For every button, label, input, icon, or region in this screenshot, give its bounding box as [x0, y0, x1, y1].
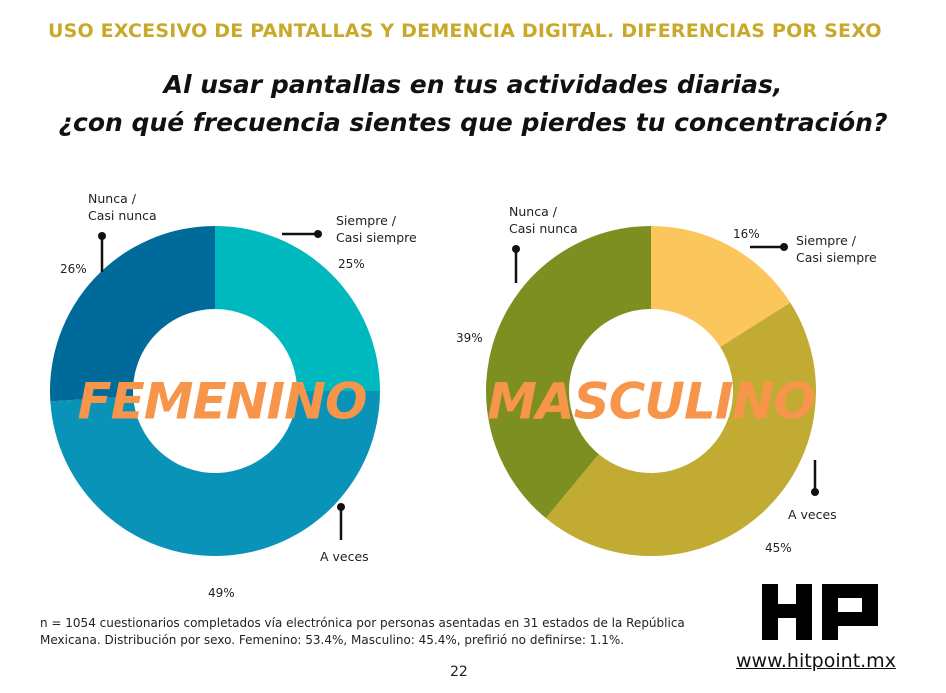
footnote-line-1: n = 1054 cuestionarios completados vía electrónica por personas asentadas en 31 estados de la República — [40, 616, 685, 630]
hp-logo-mark — [762, 582, 882, 642]
category-label: A veces — [788, 507, 837, 522]
donut-slice-femenino-1 — [215, 226, 380, 391]
hp-logo — [762, 582, 882, 646]
sex-overlay-label: MASCULINO — [487, 372, 815, 431]
category-label: A veces — [320, 549, 369, 564]
percent-label: 25% — [338, 257, 365, 271]
question-line-2: ¿con qué frecuencia sientes que pierdes tu concentración? — [58, 108, 888, 137]
percent-label: 16% — [733, 227, 760, 241]
percent-label: 45% — [765, 541, 792, 555]
category-label: Siempre / Casi siempre — [796, 233, 877, 265]
report-header: USO EXCESIVO DE PANTALLAS Y DEMENCIA DIGITAL. DIFERENCIAS POR SEXO — [48, 20, 882, 42]
sex-overlay-label: FEMENINO — [77, 372, 367, 431]
leader-dot — [512, 245, 520, 253]
leader-dot — [811, 488, 819, 496]
page-number: 22 — [450, 664, 468, 680]
leader-dot — [337, 503, 345, 511]
category-label: Siempre / Casi siempre — [336, 213, 417, 245]
category-label: Nunca / Casi nunca — [88, 191, 157, 223]
category-label: Nunca / Casi nunca — [509, 204, 578, 236]
footnote-line-2: Mexicana. Distribución por sexo. Femenino: 53.4%, Masculino: 45.4%, prefirió no definirse: 1.1%. — [40, 633, 625, 647]
leader-dot — [98, 232, 106, 240]
percent-label: 49% — [208, 586, 235, 600]
leader-dot — [314, 230, 322, 238]
website-link[interactable]: www.hitpoint.mx — [736, 650, 896, 672]
footnote — [40, 615, 720, 649]
percent-label: 26% — [60, 262, 87, 276]
leader-dot — [780, 243, 788, 251]
percent-label: 39% — [456, 331, 483, 345]
question-line-1: Al usar pantallas en tus actividades diarias, — [163, 70, 783, 99]
